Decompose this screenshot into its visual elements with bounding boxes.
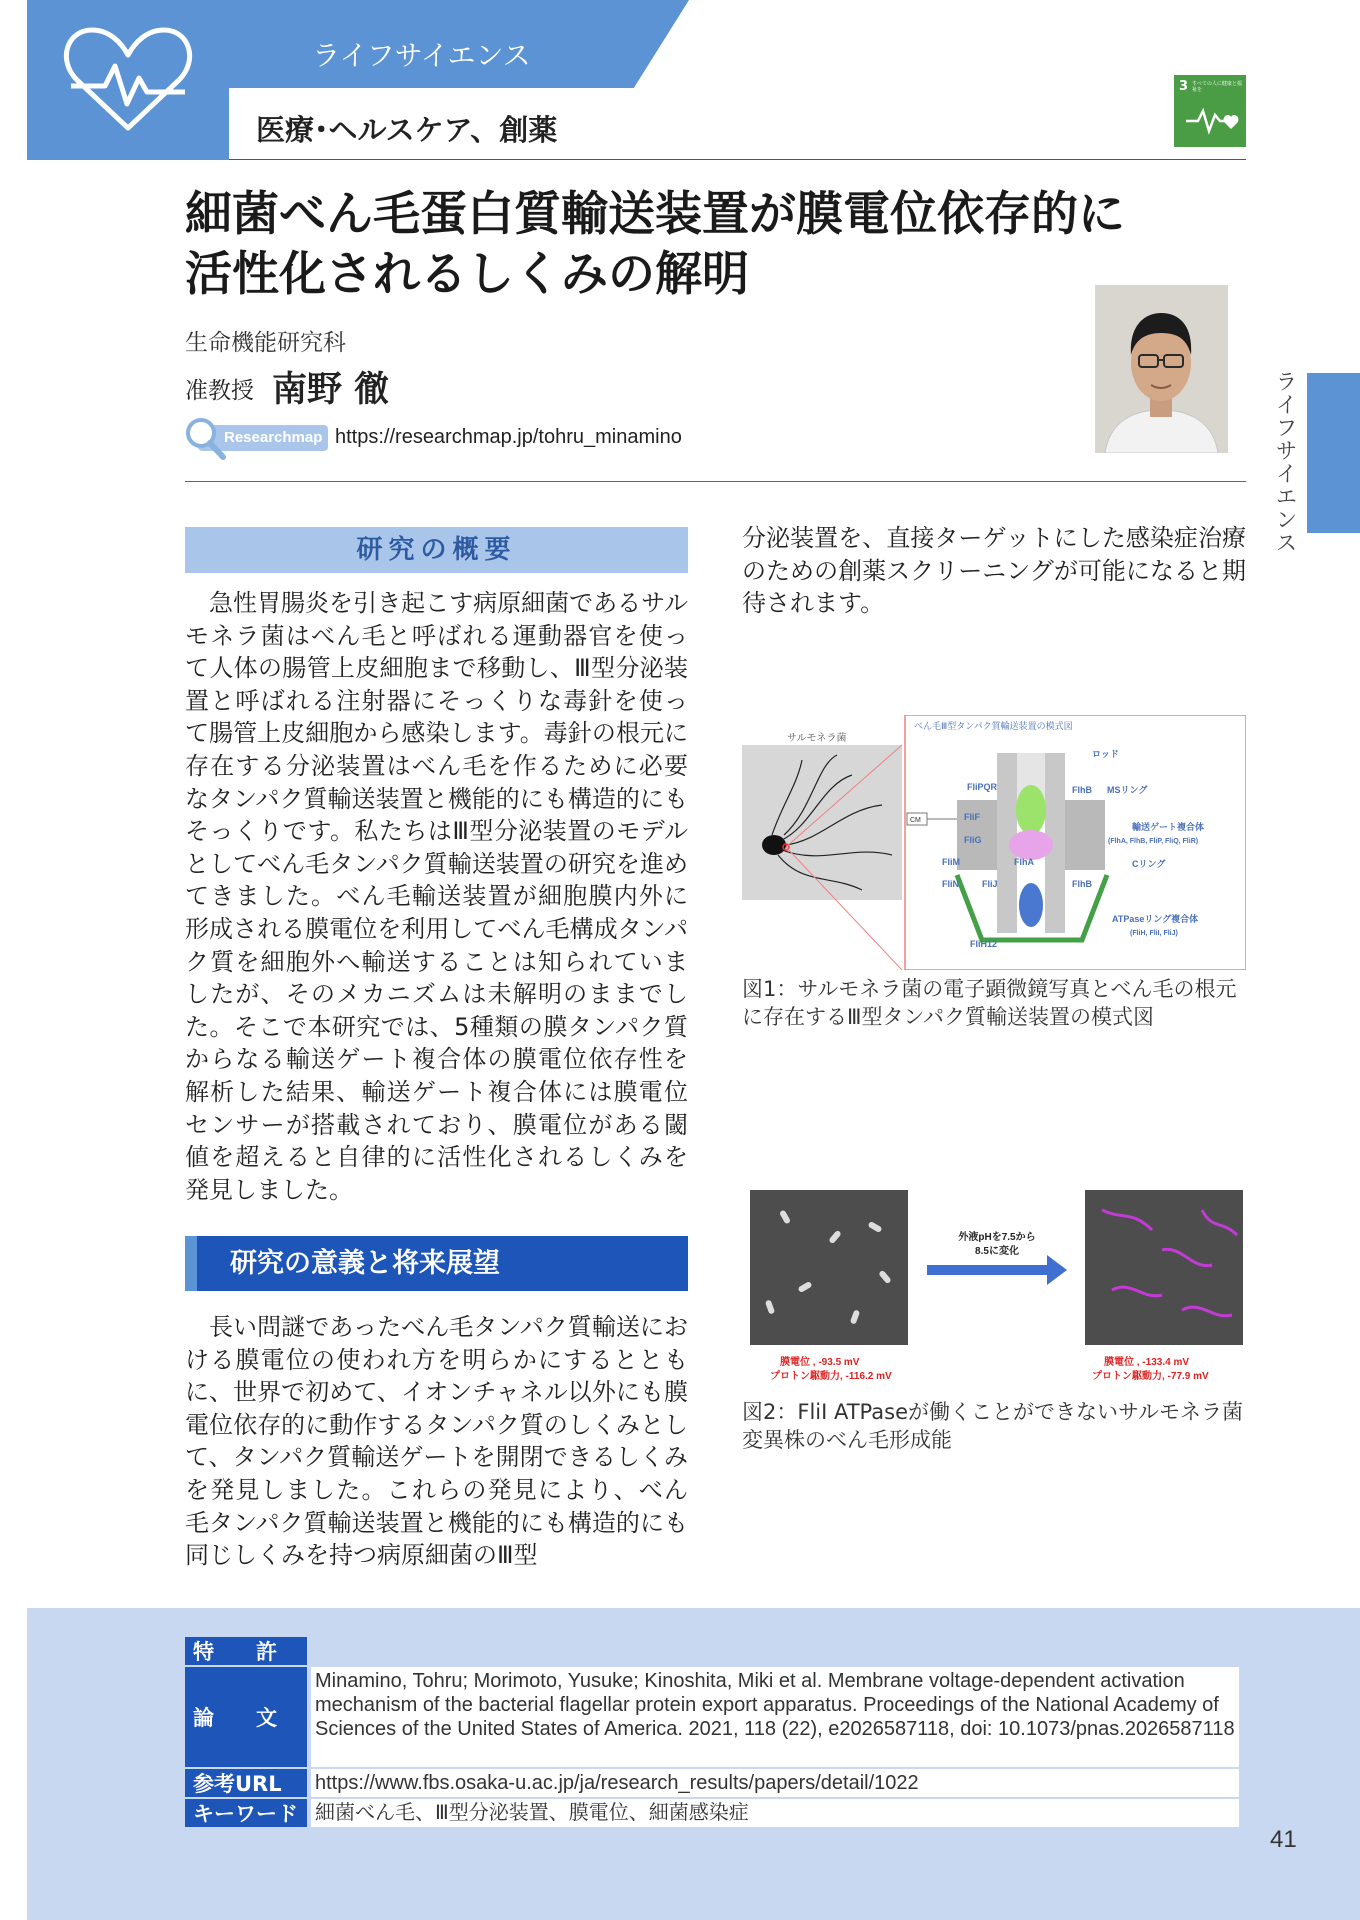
svg-text:CM: CM — [910, 817, 921, 824]
arrow-icon — [927, 1255, 1067, 1285]
article-title — [185, 185, 1225, 305]
significance-heading: 研究の意義と将来展望 — [185, 1236, 688, 1291]
author-name: 南野 徹 — [272, 370, 390, 410]
svg-text:FliJ: FliJ — [982, 879, 998, 889]
fig1-diagram-title: べん毛Ⅲ型タンパク質輸送装置の模式図 — [914, 721, 1073, 731]
fig2-arrow-text-1: 外液pHを7.5から — [958, 1232, 1036, 1243]
significance-paragraph: 長い問謎であったべん毛タンパク質輸送における膜電位の使われ方を明らかにするとともに、世界で初めて、イオンチャネル以外にも膜電位依存的に動作するタンパク質のしくみとして、タンパク質輸送ゲートを開閉できるしくみを発見しました。これらの発見により、べん毛タンパク質輸送装置と機能的にも構造的にも同じしくみを持つ病原細菌のⅢ型 — [185, 1313, 688, 1570]
author-role: 准教授 — [185, 378, 254, 404]
svg-text:Cリング: Cリング — [1132, 859, 1166, 869]
svg-text:FlhA: FlhA — [1014, 857, 1034, 867]
figure-2 — [742, 1190, 1246, 1390]
side-tab-label: ライフサイエンス — [1272, 370, 1297, 554]
reference-url[interactable]: https://www.fbs.osaka-u.ac.jp/ja/research_results/papers/detail/1022 — [311, 1769, 1239, 1797]
url-label: 参考URL — [185, 1769, 307, 1797]
side-tab-marker — [1307, 373, 1360, 533]
portrait-image — [1095, 285, 1228, 453]
subcategory-label: 医療･ヘルスケア、創薬 — [256, 113, 558, 147]
researchmap-badge[interactable]: Researchmap — [198, 425, 328, 451]
svg-text:FlhB: FlhB — [1072, 879, 1092, 889]
title-line-2: 活性化されるしくみの解明 — [185, 247, 749, 302]
fig2-right-line-1: 膜電位 , -133.4 mV — [1104, 1357, 1190, 1368]
fig2-right-line-2: プロトン駆動力, -77.9 mV — [1092, 1371, 1209, 1382]
microscopy-before — [750, 1190, 908, 1345]
svg-text:FliG: FliG — [964, 835, 982, 845]
fig2-left-line-2: プロトン駆動力, -116.2 mV — [770, 1371, 892, 1382]
category-label: ライフサイエンス — [312, 39, 531, 72]
paper-label: 論 文 — [185, 1667, 307, 1767]
paper-citation: Minamino, Tohru; Morimoto, Yusuke; Kinoshita, Miki et al. Membrane voltage-dependent activation mechanism of the bacterial flagellar protein export apparatus. Proceedings of the National Academy of Sciences of the United States of America. 2021, 118 (22), e2026587118, doi: 10.1073/pnas.2026587118 — [311, 1667, 1239, 1767]
fig2-left-line-1: 膜電位 , -93.5 mV — [780, 1357, 860, 1368]
svg-text:輸送ゲート複合体: 輸送ゲート複合体 — [1132, 822, 1205, 832]
figure-1-caption: 図1：サルモネラ菌の電子顕微鏡写真とべん毛の根元に存在するⅢ型タンパク質輸送装置の模式図 — [742, 977, 1237, 1029]
page-number: 41 — [1270, 1826, 1297, 1853]
magnifier-icon — [183, 415, 231, 463]
svg-text:ATPaseリング複合体: ATPaseリング複合体 — [1112, 914, 1199, 924]
author-photo — [1095, 285, 1228, 453]
overview-heading: 研究の概要 — [185, 527, 688, 573]
svg-text:FliF: FliF — [964, 812, 980, 822]
author-separator — [185, 481, 1246, 482]
researchmap-link[interactable]: https://researchmap.jp/tohru_minamino — [335, 426, 682, 448]
sdg-goal-3-badge — [1174, 75, 1246, 147]
em-photo — [742, 745, 902, 900]
sdg-text: すべての人に健康と福祉を — [1192, 81, 1242, 93]
fig2-arrow-text-2: 8.5に変化 — [975, 1246, 1019, 1257]
fig1-left-label: サルモネラ菌 — [787, 733, 847, 744]
svg-text:FliH12: FliH12 — [970, 939, 998, 949]
svg-text:FliN: FliN — [942, 879, 959, 889]
heart-pulse-icon — [27, 0, 229, 160]
title-line-1: 細菌べん毛蛋白質輸送装置が膜電位依存的に — [185, 187, 1125, 242]
sdg-number: 3 — [1179, 79, 1189, 94]
keywords: 細菌べん毛、Ⅲ型分泌装置、膜電位、細菌感染症 — [311, 1799, 1239, 1827]
department: 生命機能研究科 — [185, 330, 346, 356]
svg-text:FliPQR: FliPQR — [967, 782, 998, 792]
svg-text:ロッド: ロッド — [1092, 749, 1119, 759]
significance-continuation: 分泌装置を、直接ターゲットにした感染症治療のための創薬スクリーニングが可能になると期待されます。 — [742, 524, 1246, 618]
overview-paragraph: 急性胃腸炎を引き起こす病原細菌であるサルモネラ菌はべん毛と呼ばれる運動器官を使って人体の腸管上皮細胞まで移動し、Ⅲ型分泌装置と呼ばれる注射器にそっくりな毒針を使って腸管上皮細胞から感染します。毒針の根元に存在する分泌装置はべん毛を作るために必要なタンパク質輸送装置と機能的にも構造的にもそっくりです。私たちはⅢ型分泌装置のモデルとしてべん毛タンパク質輸送装置の研究を進めてきました。べん毛輸送装置が細胞膜内外に形成される膜電位を利用してべん毛構成タンパク質を細胞外へ輸送することは知られていましたが、そのメカニズムは未解明のままでした。そこで本研究では、5種類の膜タンパク質からなる輸送ゲート複合体の膜電位依存性を解析した結果、輸送ゲート複合体には膜電位センサーが搭載されており、膜電位がある閾値を超えると自律的に活性化されるしくみを発見しました。 — [185, 589, 688, 1204]
svg-text:(FliH, FliI, FliJ): (FliH, FliI, FliJ) — [1130, 930, 1178, 937]
header-icon-block — [27, 0, 229, 160]
svg-text:FliM: FliM — [942, 857, 960, 867]
heartbeat-icon — [1184, 101, 1240, 137]
header-rule — [229, 159, 1246, 160]
svg-text:(FlhA, FlhB, FliP, FliQ, FliR): (FlhA, FlhB, FliP, FliQ, FliR) — [1108, 838, 1199, 845]
patent-label: 特 許 — [185, 1637, 307, 1665]
svg-text:MSリング: MSリング — [1107, 785, 1148, 795]
figure-2-caption: 図2：FliI ATPaseが働くことができないサルモネラ菌変異株のべん毛形成能 — [742, 1400, 1243, 1452]
figure-1 — [742, 715, 1246, 970]
keyword-label: キーワード — [185, 1799, 307, 1827]
svg-text:FlhB: FlhB — [1072, 785, 1092, 795]
